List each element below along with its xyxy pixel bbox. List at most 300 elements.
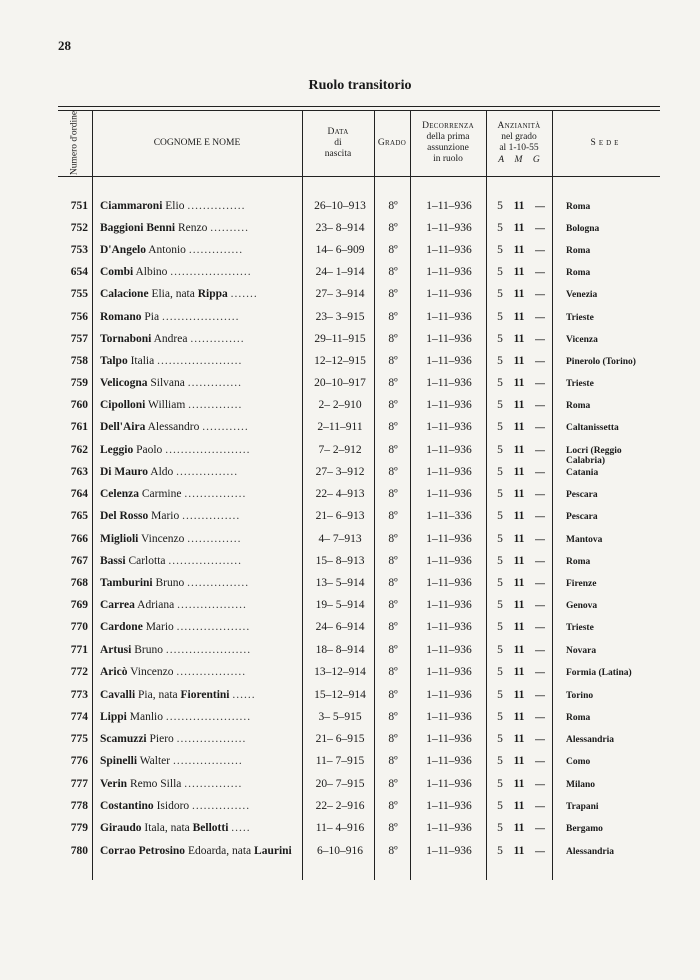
cognome-nome xyxy=(100,288,300,300)
cognome-nome xyxy=(100,822,300,834)
leader-dots: ............... xyxy=(182,510,241,522)
decorrenza: 1–11–936 xyxy=(426,333,472,345)
surname: Ciammaroni xyxy=(100,200,163,212)
sede: Formia (Latina) xyxy=(566,668,632,678)
leader-dots: .......... xyxy=(210,222,249,234)
anzianita-anni: 5 xyxy=(497,555,503,567)
decorrenza: 1–11–936 xyxy=(426,644,472,656)
anzianita-anni: 5 xyxy=(497,266,503,278)
anzianita-mesi: 11 xyxy=(513,778,525,790)
decorrenza: 1–11–936 xyxy=(426,399,472,411)
data-nascita: 3– 5–915 xyxy=(318,711,362,723)
numero-ordine: 763 xyxy=(70,466,88,478)
cognome-nome xyxy=(100,733,300,745)
data-nascita: 19– 5–914 xyxy=(315,599,365,611)
numero-ordine: 768 xyxy=(70,577,88,589)
leader-dots: .............. xyxy=(190,333,245,345)
anzianita-giorni: — xyxy=(534,577,546,590)
decorrenza: 1–11–936 xyxy=(426,666,472,678)
data-nascita: 22– 4–913 xyxy=(315,488,365,500)
cognome-nome xyxy=(100,355,300,367)
anzianita-mesi: 11 xyxy=(513,599,525,611)
anzianita-mesi: 11 xyxy=(513,222,525,234)
given-name: Pia, nata xyxy=(135,689,181,701)
given-name: Italia xyxy=(127,355,155,367)
grado: 8º xyxy=(388,644,398,656)
cognome-nome xyxy=(100,845,300,857)
leader-dots: ................... xyxy=(168,555,242,567)
table-row xyxy=(58,533,660,555)
surname: Di Mauro xyxy=(100,466,149,478)
anzianita-mesi: 11 xyxy=(513,288,525,300)
anzianita-giorni: — xyxy=(534,444,546,457)
anzianita-giorni: — xyxy=(534,778,546,791)
anzianita-anni: 5 xyxy=(497,845,503,857)
anzianita-giorni: — xyxy=(534,333,546,346)
data-nascita: 24– 6–914 xyxy=(315,621,365,633)
table-row xyxy=(58,444,660,466)
anzianita-giorni: — xyxy=(534,488,546,501)
grado: 8º xyxy=(388,466,398,478)
grado: 8º xyxy=(388,288,398,300)
anzianita-mesi: 11 xyxy=(513,689,525,701)
anzianita-giorni: — xyxy=(534,800,546,813)
grado: 8º xyxy=(388,244,398,256)
table-row xyxy=(58,488,660,510)
anzianita-mesi: 11 xyxy=(513,377,525,389)
anzianita-anni: 5 xyxy=(497,222,503,234)
given-name: Isidoro xyxy=(153,800,190,812)
cognome-nome xyxy=(100,266,300,278)
header-data-nascita: Data di nascita xyxy=(324,126,352,159)
cognome-nome xyxy=(100,621,300,633)
data-nascita: 23– 8–914 xyxy=(315,222,365,234)
anzianita-mesi: 11 xyxy=(513,421,525,433)
leader-dots: ................... xyxy=(176,621,251,633)
sede: Pescara xyxy=(566,490,598,500)
anzianita-anni: 5 xyxy=(497,333,503,345)
anzianita-anni: 5 xyxy=(497,533,503,545)
sede: Trieste xyxy=(566,379,594,389)
data-nascita: 15–12–914 xyxy=(314,689,366,701)
sede: Trapani xyxy=(566,802,599,812)
leader-dots: ............... xyxy=(192,800,251,812)
table-row xyxy=(58,845,660,867)
anzianita-anni: 5 xyxy=(497,755,503,767)
surname: Spinelli xyxy=(100,755,138,767)
surname: Corrao Petrosino xyxy=(100,845,186,857)
sede: Catania xyxy=(566,468,599,478)
page-number: 28 xyxy=(58,38,71,53)
data-nascita: 21– 6–913 xyxy=(315,510,365,522)
data-nascita: 22– 2–916 xyxy=(315,800,365,812)
cognome-nome xyxy=(100,222,300,234)
table-row xyxy=(58,621,660,643)
header-mesi: M xyxy=(514,154,523,165)
sede: Vicenza xyxy=(566,335,598,345)
anzianita-anni: 5 xyxy=(497,778,503,790)
anzianita-giorni: — xyxy=(534,666,546,679)
cognome-nome xyxy=(100,800,300,812)
anzianita-mesi: 11 xyxy=(513,399,525,411)
sede: Trieste xyxy=(566,313,594,323)
sede: Genova xyxy=(566,601,598,611)
table-row xyxy=(58,711,660,733)
decorrenza: 1–11–936 xyxy=(426,288,472,300)
header-anni: A xyxy=(498,154,505,165)
grado: 8º xyxy=(388,621,398,633)
anzianita-giorni: — xyxy=(534,822,546,835)
surname: Tamburini xyxy=(100,577,153,589)
given-name: Remo Silla xyxy=(127,778,182,790)
surname: Cipolloni xyxy=(100,399,146,411)
table-row xyxy=(58,666,660,688)
data-nascita: 11– 4–916 xyxy=(315,822,365,834)
table-row xyxy=(58,311,660,333)
leader-dots: ................ xyxy=(187,577,250,589)
leader-dots: .............. xyxy=(187,377,242,389)
anzianita-anni: 5 xyxy=(497,421,503,433)
sede: Pinerolo (Torino) xyxy=(566,357,636,367)
cognome-nome xyxy=(100,444,300,456)
decorrenza: 1–11–936 xyxy=(426,711,472,723)
decorrenza: 1–11–936 xyxy=(426,377,472,389)
table-row xyxy=(58,222,660,244)
leader-dots: ...................... xyxy=(157,355,243,367)
data-nascita: 18– 8–914 xyxy=(315,644,365,656)
surname: Talpo xyxy=(100,355,128,367)
given-name: Pia xyxy=(141,311,160,323)
anzianita-mesi: 11 xyxy=(513,644,525,656)
grado: 8º xyxy=(388,800,398,812)
leader-dots: ...................... xyxy=(165,444,251,456)
anzianita-mesi: 11 xyxy=(513,355,525,367)
surname: Cavalli xyxy=(100,689,136,701)
sede: Mantova xyxy=(566,535,603,545)
header-grado: Grado xyxy=(377,137,407,148)
surname: Cardone xyxy=(100,621,143,633)
surname: Baggioni Benni xyxy=(100,222,176,234)
leader-dots: .................. xyxy=(172,755,243,767)
anzianita-anni: 5 xyxy=(497,599,503,611)
decorrenza: 1–11–936 xyxy=(426,555,472,567)
sede: Roma xyxy=(566,557,591,567)
anzianita-mesi: 11 xyxy=(513,533,525,545)
anzianita-giorni: — xyxy=(534,510,546,523)
numero-ordine: 766 xyxy=(70,533,88,545)
surname: Miglioli xyxy=(100,533,139,545)
leader-dots: ..... xyxy=(231,822,251,834)
sede: Bologna xyxy=(566,224,600,234)
anzianita-anni: 5 xyxy=(497,577,503,589)
decorrenza: 1–11–936 xyxy=(426,733,472,745)
decorrenza: 1–11–936 xyxy=(426,222,472,234)
anzianita-giorni: — xyxy=(534,244,546,257)
anzianita-mesi: 11 xyxy=(513,266,525,278)
given-name: Carlotta xyxy=(125,555,166,567)
grado: 8º xyxy=(388,666,398,678)
anzianita-mesi: 11 xyxy=(513,621,525,633)
maiden-surname: Fiorentini xyxy=(180,689,230,701)
table-row xyxy=(58,778,660,800)
given-name: Edoarda, nata xyxy=(185,845,255,857)
given-name: Aldo xyxy=(148,466,174,478)
anzianita-giorni: — xyxy=(534,555,546,568)
table-row xyxy=(58,466,660,488)
decorrenza: 1–11–936 xyxy=(426,755,472,767)
anzianita-giorni: — xyxy=(534,711,546,724)
sede: Pescara xyxy=(566,512,598,522)
data-nascita: 4– 7–913 xyxy=(318,533,362,545)
decorrenza: 1–11–936 xyxy=(426,355,472,367)
anzianita-anni: 5 xyxy=(497,510,503,522)
cognome-nome xyxy=(100,510,300,522)
decorrenza: 1–11–936 xyxy=(426,599,472,611)
leader-dots: ...... xyxy=(232,689,256,701)
decorrenza: 1–11–936 xyxy=(426,244,472,256)
given-name: Piero xyxy=(146,733,174,745)
leader-dots: ................ xyxy=(176,466,239,478)
anzianita-mesi: 11 xyxy=(513,800,525,812)
anzianita-giorni: — xyxy=(534,266,546,279)
surname: Carrea xyxy=(100,599,135,611)
anzianita-anni: 5 xyxy=(497,444,503,456)
numero-ordine: 767 xyxy=(70,555,88,567)
leader-dots: .............. xyxy=(187,533,242,545)
data-nascita: 15– 8–913 xyxy=(315,555,365,567)
leader-dots: ....... xyxy=(230,288,258,300)
surname: Combi xyxy=(100,266,134,278)
numero-ordine: 759 xyxy=(70,377,88,389)
anzianita-giorni: — xyxy=(534,644,546,657)
sede: Bergamo xyxy=(566,824,603,834)
data-nascita: 12–12–915 xyxy=(314,355,366,367)
given-name: Andrea xyxy=(151,333,188,345)
sede: Locri (Reggio Calabria) xyxy=(566,446,622,466)
anzianita-giorni: — xyxy=(534,200,546,213)
table-row xyxy=(58,200,660,222)
surname: Celenza xyxy=(100,488,139,500)
numero-ordine: 769 xyxy=(70,599,88,611)
table-top-rule-inner xyxy=(58,110,660,111)
sede: Milano xyxy=(566,780,596,790)
anzianita-anni: 5 xyxy=(497,621,503,633)
table-row xyxy=(58,421,660,443)
numero-ordine: 775 xyxy=(70,733,88,745)
grado: 8º xyxy=(388,444,398,456)
surname: Tornaboni xyxy=(100,333,152,345)
surname: Lippi xyxy=(100,711,127,723)
anzianita-anni: 5 xyxy=(497,200,503,212)
anzianita-giorni: — xyxy=(534,845,546,858)
grado: 8º xyxy=(388,311,398,323)
given-name: Alessandro xyxy=(145,421,200,433)
table-row xyxy=(58,288,660,310)
anzianita-anni: 5 xyxy=(497,689,503,701)
table-row xyxy=(58,510,660,532)
maiden-surname: Rippa xyxy=(197,288,228,300)
anzianita-anni: 5 xyxy=(497,288,503,300)
cognome-nome xyxy=(100,333,300,345)
leader-dots: .................. xyxy=(177,599,247,611)
grado: 8º xyxy=(388,555,398,567)
data-nascita: 24– 1–914 xyxy=(315,266,365,278)
given-name: Bruno xyxy=(131,644,163,656)
cognome-nome xyxy=(100,666,300,678)
grado: 8º xyxy=(388,266,398,278)
given-name: Manlio xyxy=(126,711,163,723)
grado: 8º xyxy=(388,733,398,745)
anzianita-giorni: — xyxy=(534,755,546,768)
given-name: Walter xyxy=(137,755,171,767)
surname: Costantino xyxy=(100,800,154,812)
given-name: Mario xyxy=(142,621,174,633)
anzianita-anni: 5 xyxy=(497,488,503,500)
given-name: Itala, nata xyxy=(141,822,193,834)
grado: 8º xyxy=(388,399,398,411)
anzianita-mesi: 11 xyxy=(513,333,525,345)
sede: Novara xyxy=(566,646,597,656)
decorrenza: 1–11–936 xyxy=(426,577,472,589)
leader-dots: ............ xyxy=(202,421,249,433)
grado: 8º xyxy=(388,711,398,723)
cognome-nome xyxy=(100,466,300,478)
surname: Velicogna xyxy=(100,377,148,389)
table-row xyxy=(58,244,660,266)
cognome-nome xyxy=(100,644,300,656)
leader-dots: ..................... xyxy=(170,266,252,278)
cognome-nome xyxy=(100,399,300,411)
decorrenza: 1–11–936 xyxy=(426,778,472,790)
sede: Caltanissetta xyxy=(566,423,619,433)
data-nascita: 6–10–916 xyxy=(317,845,363,857)
page-title: Ruolo transitorio xyxy=(308,78,412,93)
data-nascita: 26–10–913 xyxy=(314,200,366,212)
data-nascita: 14– 6–909 xyxy=(315,244,365,256)
anzianita-giorni: — xyxy=(534,599,546,612)
leader-dots: ...................... xyxy=(165,711,252,723)
cognome-nome xyxy=(100,599,300,611)
surname: Leggio xyxy=(100,444,134,456)
decorrenza: 1–11–936 xyxy=(426,845,472,857)
anzianita-mesi: 11 xyxy=(513,244,525,256)
table-top-rule xyxy=(58,106,660,107)
numero-ordine: 774 xyxy=(70,711,88,723)
grado: 8º xyxy=(388,510,398,522)
cognome-nome xyxy=(100,689,300,701)
sede: Venezia xyxy=(566,290,598,300)
cognome-nome xyxy=(100,533,300,545)
given-name: Carmine xyxy=(138,488,182,500)
anzianita-giorni: — xyxy=(534,621,546,634)
numero-ordine: 776 xyxy=(70,755,88,767)
decorrenza: 1–11–936 xyxy=(426,621,472,633)
decorrenza: 1–11–936 xyxy=(426,488,472,500)
grado: 8º xyxy=(388,845,398,857)
given-name: Elia, nata xyxy=(148,288,198,300)
sede: Torino xyxy=(566,691,594,701)
numero-ordine: 761 xyxy=(70,421,88,433)
anzianita-giorni: — xyxy=(534,689,546,702)
decorrenza: 1–11–936 xyxy=(426,466,472,478)
anzianita-giorni: — xyxy=(534,311,546,324)
leader-dots: ............... xyxy=(184,778,243,790)
numero-ordine: 777 xyxy=(70,778,88,790)
surname: Scamuzzi xyxy=(100,733,147,745)
anzianita-giorni: — xyxy=(534,288,546,301)
table-row xyxy=(58,733,660,755)
anzianita-anni: 5 xyxy=(497,377,503,389)
anzianita-mesi: 11 xyxy=(513,510,525,522)
table-row xyxy=(58,377,660,399)
given-name: Albino xyxy=(133,266,168,278)
given-name: Mario xyxy=(148,510,180,522)
leader-dots: ...................... xyxy=(165,644,252,656)
numero-ordine: 758 xyxy=(70,355,88,367)
anzianita-giorni: — xyxy=(534,377,546,390)
header-numero-ordine: Numero d'ordine xyxy=(69,110,80,176)
numero-ordine: 756 xyxy=(70,311,88,323)
grado: 8º xyxy=(388,689,398,701)
numero-ordine: 764 xyxy=(70,488,88,500)
grado: 8º xyxy=(388,355,398,367)
sede: Roma xyxy=(566,202,591,212)
surname: Verin xyxy=(100,778,128,790)
table-row xyxy=(58,689,660,711)
given-name: Elio xyxy=(162,200,185,212)
anzianita-mesi: 11 xyxy=(513,733,525,745)
header-giorni: G xyxy=(532,154,540,165)
sede: Firenze xyxy=(566,579,597,589)
cognome-nome xyxy=(100,778,300,790)
cognome-nome xyxy=(100,488,300,500)
anzianita-anni: 5 xyxy=(497,822,503,834)
anzianita-anni: 5 xyxy=(497,666,503,678)
numero-ordine: 654 xyxy=(70,266,88,278)
anzianita-anni: 5 xyxy=(497,399,503,411)
sede: Trieste xyxy=(566,623,594,633)
numero-ordine: 770 xyxy=(70,621,88,633)
table-row xyxy=(58,333,660,355)
numero-ordine: 772 xyxy=(70,666,88,678)
anzianita-giorni: — xyxy=(534,733,546,746)
data-nascita: 29–11–915 xyxy=(314,333,366,345)
anzianita-mesi: 11 xyxy=(513,444,525,456)
data-nascita: 20– 7–915 xyxy=(315,778,365,790)
decorrenza: 1–11–936 xyxy=(426,444,472,456)
anzianita-mesi: 11 xyxy=(513,555,525,567)
decorrenza: 1–11–936 xyxy=(426,266,472,278)
anzianita-anni: 5 xyxy=(497,244,503,256)
anzianita-giorni: — xyxy=(534,355,546,368)
surname: Calacione xyxy=(100,288,149,300)
anzianita-mesi: 11 xyxy=(513,845,525,857)
grado: 8º xyxy=(388,200,398,212)
anzianita-giorni: — xyxy=(534,466,546,479)
grado: 8º xyxy=(388,533,398,545)
anzianita-mesi: 11 xyxy=(513,822,525,834)
surname: Artusi xyxy=(100,644,132,656)
given-name: Renzo xyxy=(175,222,208,234)
table-row xyxy=(58,399,660,421)
numero-ordine: 773 xyxy=(70,689,88,701)
numero-ordine: 762 xyxy=(70,444,88,456)
anzianita-mesi: 11 xyxy=(513,466,525,478)
surname: Giraudo xyxy=(100,822,142,834)
numero-ordine: 755 xyxy=(70,288,88,300)
leader-dots: ............... xyxy=(187,200,246,212)
surname: Del Rosso xyxy=(100,510,149,522)
